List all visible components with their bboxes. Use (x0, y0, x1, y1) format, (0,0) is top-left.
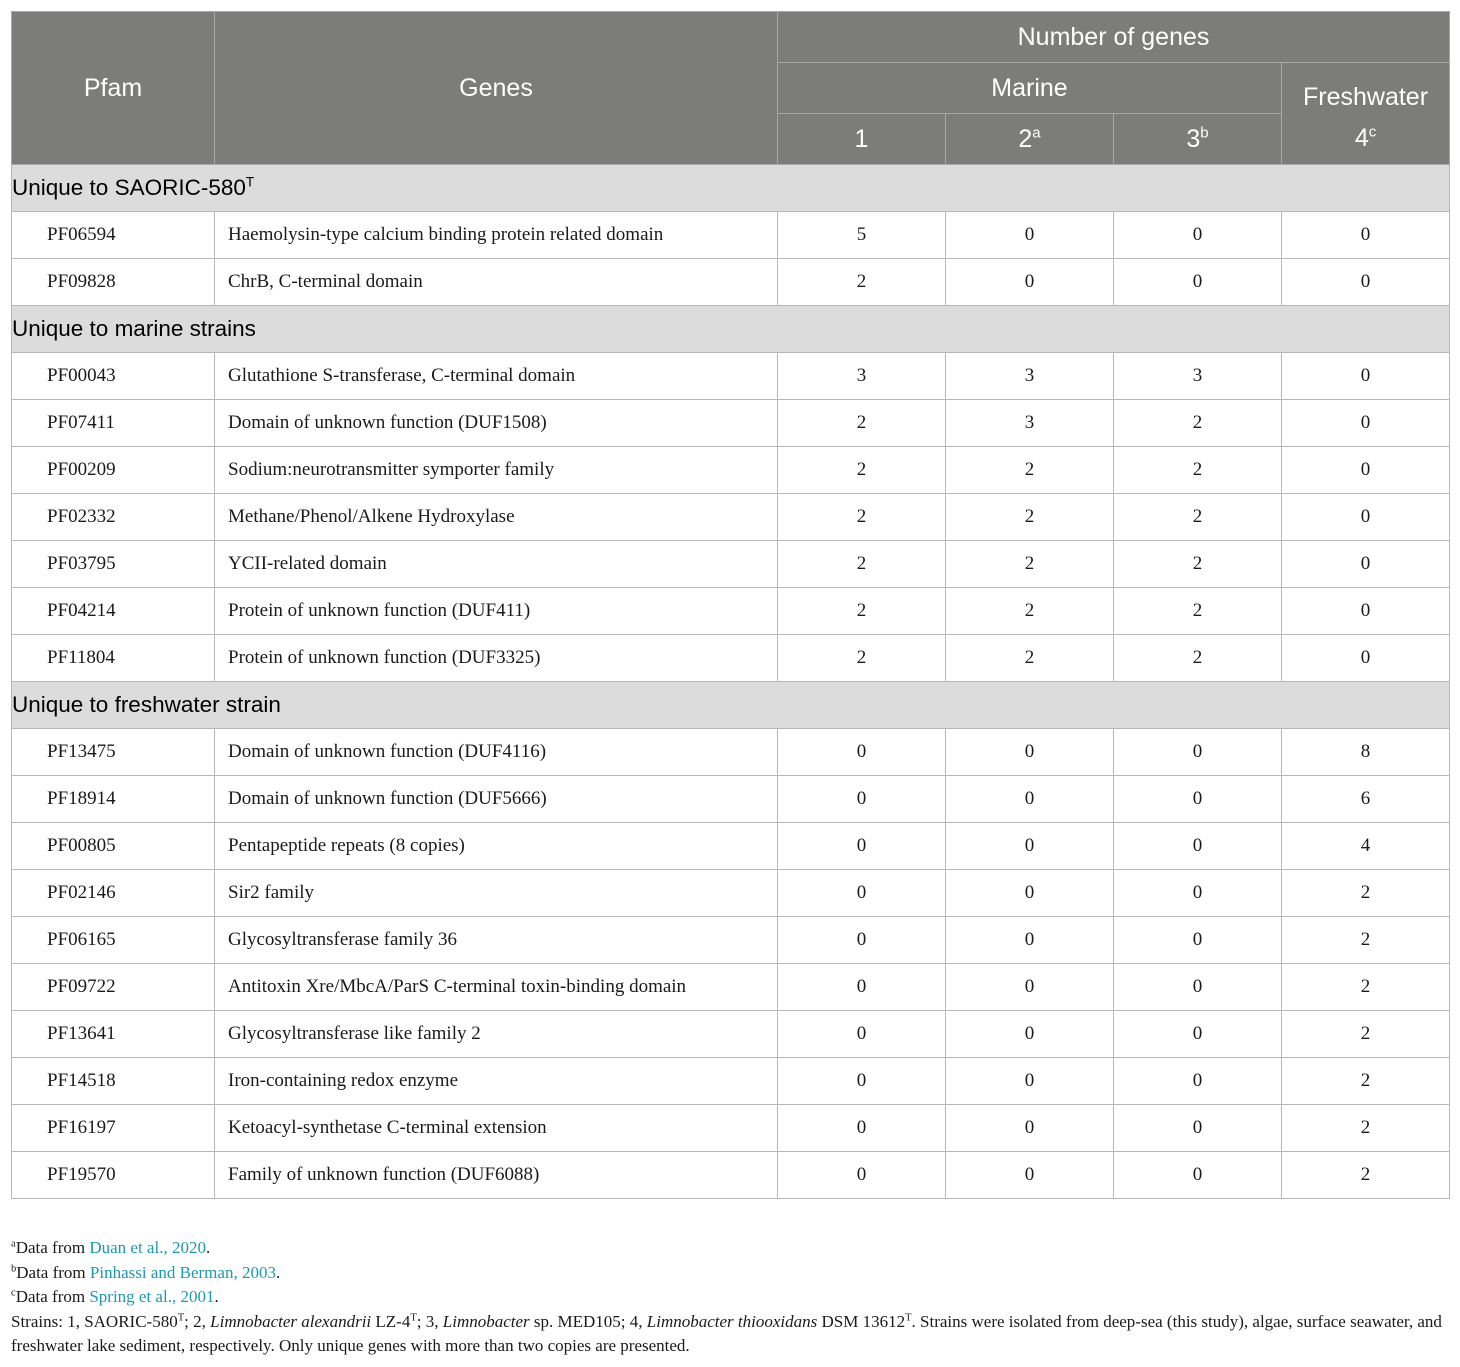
species-name: Limnobacter alexandrii (210, 1311, 372, 1331)
count-cell: 0 (1114, 917, 1282, 964)
pfam-cell: PF06594 (12, 212, 215, 259)
count-cell: 0 (1114, 212, 1282, 259)
section-title (12, 682, 1450, 729)
count-cell: 0 (946, 870, 1114, 917)
gene-cell: Sir2 family (215, 870, 778, 917)
count-cell: 0 (1114, 823, 1282, 870)
strains-text: DSM 13612 (817, 1311, 906, 1331)
genes-header: Genes (215, 12, 778, 165)
strains-text: Strains: 1, SAORIC-580 (11, 1311, 178, 1331)
count-cell: 0 (946, 1058, 1114, 1105)
table-row (12, 776, 1450, 823)
count-cell: 0 (1282, 353, 1450, 400)
count-cell: 3 (1114, 353, 1282, 400)
table-row (12, 541, 1450, 588)
count-cell: 3 (778, 353, 946, 400)
section-title (12, 306, 1450, 353)
footnote-suffix: . (205, 1238, 211, 1257)
count-cell: 2 (946, 635, 1114, 682)
footnote-prefix: Data from (15, 1238, 90, 1257)
strain-col-num: 3 (1186, 124, 1201, 153)
species-name: Limnobacter (442, 1311, 530, 1331)
count-cell: 2 (1114, 541, 1282, 588)
count-cell: 0 (1282, 635, 1450, 682)
count-cell: 2 (1282, 917, 1450, 964)
pfam-cell: PF13641 (12, 1011, 215, 1058)
footnote-mark: a (11, 1238, 16, 1250)
strain-col-2 (946, 114, 1114, 165)
gene-cell: Protein of unknown function (DUF411) (215, 588, 778, 635)
gene-cell: Protein of unknown function (DUF3325) (215, 635, 778, 682)
pfam-cell: PF16197 (12, 1105, 215, 1152)
footnote-prefix: Data from (16, 1262, 90, 1282)
table-row (12, 588, 1450, 635)
strains-text: ; 3, (416, 1311, 443, 1331)
count-cell: 2 (1114, 635, 1282, 682)
count-cell: 0 (1282, 494, 1450, 541)
count-cell: 2 (778, 400, 946, 447)
pfam-cell: PF14518 (12, 1058, 215, 1105)
footnote-suffix: . (214, 1287, 219, 1306)
section-row (12, 165, 1450, 212)
table-body (12, 165, 1450, 1199)
freshwater-header (1282, 63, 1450, 114)
pfam-cell: PF00209 (12, 447, 215, 494)
citation-link[interactable]: Spring et al., 2001 (89, 1287, 215, 1306)
count-cell: 2 (946, 447, 1114, 494)
table-row (12, 635, 1450, 682)
count-cell: 0 (946, 917, 1114, 964)
section-title-text: Unique to SAORIC-580 (12, 175, 246, 200)
footnote-b (11, 1261, 1456, 1286)
table-row (12, 729, 1450, 776)
count-cell: 0 (946, 1011, 1114, 1058)
type-strain-mark: T (905, 1311, 912, 1323)
gene-cell: Pentapeptide repeats (8 copies) (215, 823, 778, 870)
gene-cell: Domain of unknown function (DUF4116) (215, 729, 778, 776)
count-cell: 0 (1282, 212, 1450, 259)
strain-col-sup: b (1200, 124, 1209, 142)
count-cell: 4 (1282, 823, 1450, 870)
table-row (12, 494, 1450, 541)
section-title-text: Unique to freshwater strain (12, 692, 281, 717)
table-row (12, 823, 1450, 870)
count-cell: 3 (946, 400, 1114, 447)
strain-col-sup: a (1032, 124, 1041, 142)
count-cell: 0 (778, 1152, 946, 1199)
pfam-cell: PF03795 (12, 541, 215, 588)
count-cell: 0 (778, 917, 946, 964)
table-row (12, 1105, 1450, 1152)
count-cell: 2 (1282, 1105, 1450, 1152)
gene-cell: Ketoacyl-synthetase C-terminal extension (215, 1105, 778, 1152)
citation-link[interactable]: Pinhassi and Berman, 2003 (89, 1262, 276, 1282)
count-cell: 0 (1114, 1058, 1282, 1105)
pfam-cell: PF07411 (12, 400, 215, 447)
count-cell: 2 (1114, 494, 1282, 541)
count-cell: 0 (946, 212, 1114, 259)
count-cell: 2 (778, 494, 946, 541)
pfam-cell: PF00043 (12, 353, 215, 400)
count-cell: 6 (1282, 776, 1450, 823)
gene-cell: Haemolysin-type calcium binding protein related domain (215, 212, 778, 259)
table-row (12, 212, 1450, 259)
table-header (12, 12, 1450, 165)
gene-cell: Domain of unknown function (DUF5666) (215, 776, 778, 823)
gene-cell: Domain of unknown function (DUF1508) (215, 400, 778, 447)
gene-cell: Glycosyltransferase like family 2 (215, 1011, 778, 1058)
type-strain-mark: T (177, 1311, 185, 1323)
section-title (12, 165, 1450, 212)
strain-col-num: 4 (1354, 124, 1369, 153)
count-cell: 2 (1282, 1152, 1450, 1199)
pfam-cell: PF09722 (12, 964, 215, 1011)
type-strain-mark: T (410, 1311, 417, 1323)
gene-table (11, 11, 1450, 1199)
pfam-cell: PF13475 (12, 729, 215, 776)
table-row (12, 447, 1450, 494)
gene-cell: Antitoxin Xre/MbcA/ParS C-terminal toxin-binding domain (215, 964, 778, 1011)
footnote-mark: b (11, 1262, 17, 1274)
count-cell: 2 (778, 588, 946, 635)
table-row (12, 1011, 1450, 1058)
citation-link[interactable]: Duan et al., 2020 (89, 1238, 206, 1257)
count-cell: 0 (946, 964, 1114, 1011)
count-cell: 0 (778, 870, 946, 917)
gene-cell: Sodium:neurotransmitter symporter family (215, 447, 778, 494)
count-cell: 2 (946, 588, 1114, 635)
gene-cell: Glycosyltransferase family 36 (215, 917, 778, 964)
pfam-cell: PF11804 (12, 635, 215, 682)
table-row (12, 917, 1450, 964)
count-cell: 0 (778, 964, 946, 1011)
count-cell: 0 (778, 1011, 946, 1058)
section-row (12, 682, 1450, 729)
count-cell: 0 (1282, 588, 1450, 635)
count-cell: 8 (1282, 729, 1450, 776)
table-row (12, 964, 1450, 1011)
count-cell: 0 (1282, 541, 1450, 588)
strains-note (11, 1310, 1456, 1359)
count-cell: 0 (1282, 447, 1450, 494)
pfam-header: Pfam (12, 12, 215, 165)
count-cell: 0 (778, 776, 946, 823)
count-cell: 2 (1114, 447, 1282, 494)
footnote-suffix: . (275, 1262, 281, 1282)
strain-col-sup: c (1368, 123, 1377, 141)
count-cell: 0 (1114, 259, 1282, 306)
strain-col-4 (1282, 114, 1450, 165)
count-cell: 2 (778, 447, 946, 494)
gene-cell: YCII-related domain (215, 541, 778, 588)
strains-text: . Strains were isolated from deep-sea (this study), algae, surface seawater, and freshwater lake sediment, respectively. Only unique genes with more than two copies are presented. (11, 1311, 1442, 1355)
strains-text: LZ-4 (371, 1311, 411, 1331)
count-cell: 0 (1114, 1152, 1282, 1199)
type-strain-mark: T (245, 174, 255, 190)
table-row (12, 400, 1450, 447)
count-cell: 0 (1114, 1011, 1282, 1058)
marine-header: Marine (778, 63, 1282, 114)
count-cell: 0 (1282, 259, 1450, 306)
count-cell: 2 (1282, 870, 1450, 917)
section-title-text: Unique to marine strains (12, 316, 256, 341)
count-cell: 0 (946, 729, 1114, 776)
count-cell: 2 (1114, 400, 1282, 447)
gene-cell: ChrB, C-terminal domain (215, 259, 778, 306)
table-row (12, 353, 1450, 400)
gene-cell: Iron-containing redox enzyme (215, 1058, 778, 1105)
count-cell: 0 (778, 1105, 946, 1152)
count-cell: 0 (1114, 729, 1282, 776)
count-cell: 0 (1282, 400, 1450, 447)
count-cell: 0 (778, 823, 946, 870)
count-cell: 2 (778, 259, 946, 306)
species-name: Limnobacter thiooxidans (646, 1311, 818, 1331)
table-footnotes (11, 1236, 1456, 1359)
table-row (12, 1152, 1450, 1199)
count-cell: 2 (778, 541, 946, 588)
gene-cell: Methane/Phenol/Alkene Hydroxylase (215, 494, 778, 541)
pfam-cell: PF09828 (12, 259, 215, 306)
gene-cell: Family of unknown function (DUF6088) (215, 1152, 778, 1199)
pfam-cell: PF18914 (12, 776, 215, 823)
count-cell: 0 (1114, 776, 1282, 823)
count-cell: 2 (778, 635, 946, 682)
pfam-cell: PF06165 (12, 917, 215, 964)
count-cell: 0 (946, 823, 1114, 870)
pfam-cell: PF02146 (12, 870, 215, 917)
count-cell: 0 (1114, 1105, 1282, 1152)
count-cell: 0 (946, 776, 1114, 823)
count-cell: 5 (778, 212, 946, 259)
footnote-a (11, 1236, 1456, 1261)
footnote-c (11, 1285, 1456, 1310)
table-row (12, 1058, 1450, 1105)
pfam-cell: PF04214 (12, 588, 215, 635)
number-of-genes-header: Number of genes (778, 12, 1450, 63)
count-cell: 0 (778, 1058, 946, 1105)
pfam-cell: PF02332 (12, 494, 215, 541)
strain-col-num: 2 (1018, 124, 1033, 153)
gene-cell: Glutathione S-transferase, C-terminal domain (215, 353, 778, 400)
strain-col-num: 1 (854, 124, 869, 153)
count-cell: 2 (1282, 964, 1450, 1011)
count-cell: 2 (946, 494, 1114, 541)
strain-col-3 (1114, 114, 1282, 165)
strains-text: ; 2, (184, 1311, 211, 1331)
count-cell: 2 (1114, 588, 1282, 635)
freshwater-label: Freshwater (1302, 82, 1429, 111)
section-row (12, 306, 1450, 353)
table-row (12, 870, 1450, 917)
count-cell: 2 (946, 541, 1114, 588)
count-cell: 0 (946, 1152, 1114, 1199)
count-cell: 2 (1282, 1058, 1450, 1105)
strain-col-1 (778, 114, 946, 165)
count-cell: 0 (778, 729, 946, 776)
count-cell: 0 (1114, 870, 1282, 917)
strains-text: sp. MED105; 4, (529, 1311, 647, 1331)
footnote-mark: c (11, 1287, 16, 1299)
count-cell: 0 (1114, 964, 1282, 1011)
table-row (12, 259, 1450, 306)
count-cell: 3 (946, 353, 1114, 400)
count-cell: 0 (946, 259, 1114, 306)
count-cell: 0 (946, 1105, 1114, 1152)
count-cell: 2 (1282, 1011, 1450, 1058)
pfam-cell: PF00805 (12, 823, 215, 870)
pfam-cell: PF19570 (12, 1152, 215, 1199)
footnote-prefix: Data from (15, 1287, 90, 1306)
